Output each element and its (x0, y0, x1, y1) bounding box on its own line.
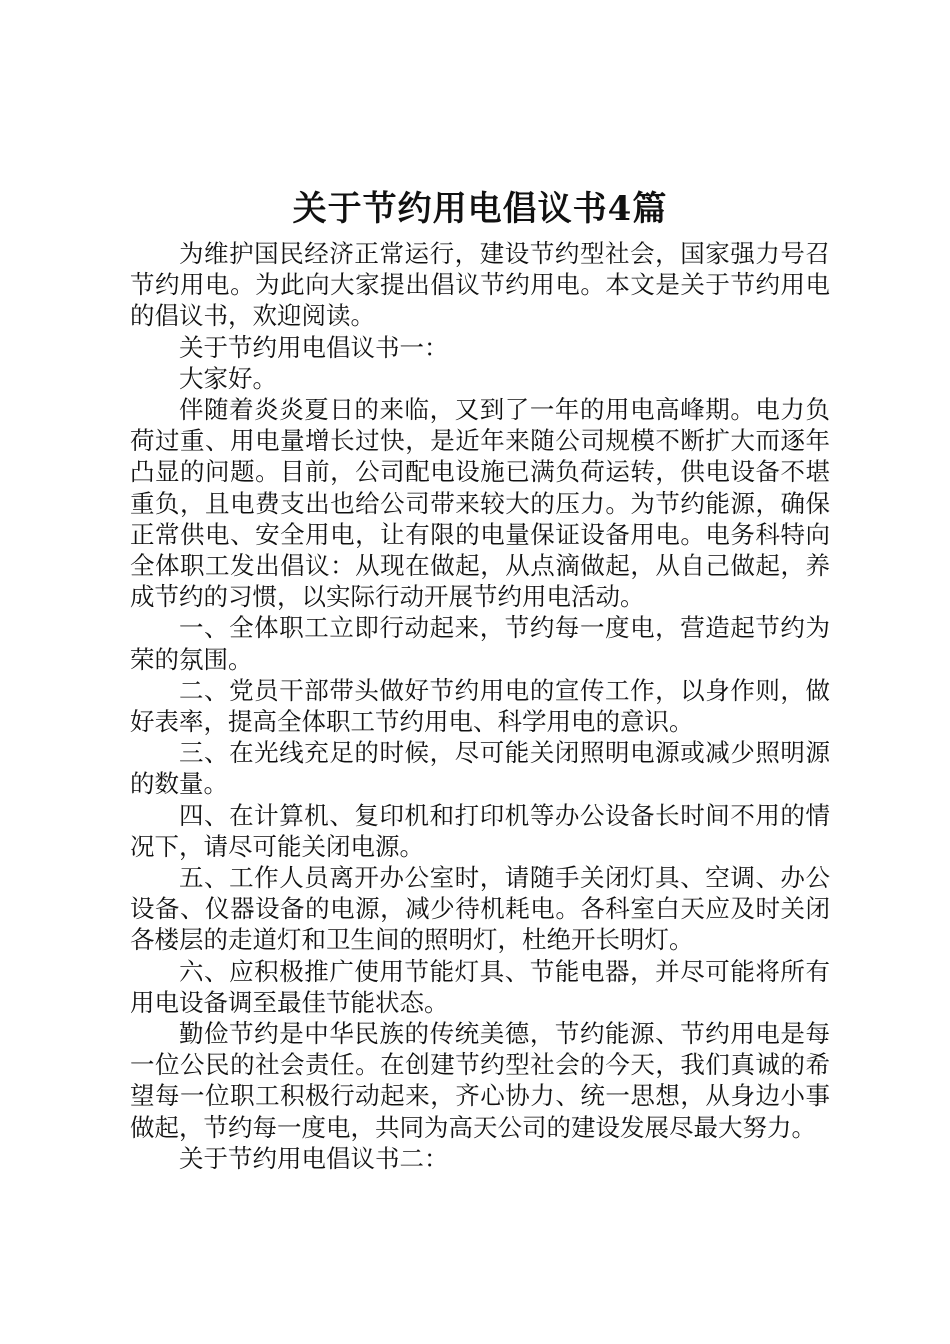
section-heading-one: 关于节约用电倡议书一： (179, 332, 449, 362)
closing-paragraph: 勤俭节约是中华民族的传统美德，节约能源、节约用电是每一位公民的社会责任。在创建节约型社会的今天，我们真诚的希望每一位职工积极行动起来，齐心协力、统一思想，从身边小事做起，节约每一度电，共同为高天公司的建设发展尽最大努力。 (130, 1019, 830, 1142)
list-item-paragraph: 二、党员干部带头做好节约用电的宣传工作，以身作则，做好表率，提高全体职工节约用电、科学用电的意识。 (130, 675, 830, 737)
list-item-paragraph: 四、在计算机、复印机和打印机等办公设备长时间不用的情况下，请尽可能关闭电源。 (130, 800, 830, 861)
list-item-paragraph: 六、应积极推广使用节能灯具、节能电器，并尽可能将所有用电设备调至最佳节能状态。 (130, 956, 830, 1017)
document-page (130, 182, 830, 1174)
intro-paragraph: 为维护国民经济正常运行，建设节约型社会，国家强力号召节约用电。为此向大家提出倡议节约用电。本文是关于节约用电的倡议书，欢迎阅读。 (130, 239, 830, 331)
document-title: 关于节约用电倡议书4篇 (292, 189, 668, 229)
list-item-paragraph: 五、工作人员离开办公室时，请随手关闭灯具、空调、办公设备、仪器设备的电源，减少待机耗电。各科室白天应及时关闭各楼层的走道灯和卫生间的照明灯，杜绝开长明灯。 (130, 863, 830, 955)
section-heading-two: 关于节约用电倡议书二： (179, 1143, 449, 1173)
greeting-paragraph: 大家好。 (179, 363, 277, 393)
list-item-paragraph: 三、在光线充足的时候，尽可能关闭照明电源或减少照明源的数量。 (130, 738, 830, 799)
body-paragraph: 伴随着炎炎夏日的来临，又到了一年的用电高峰期。电力负荷过重、用电量增长过快，是近年来随公司规模不断扩大而逐年凸显的问题。目前，公司配电设施已满负荷运转，供电设备不堪重负，且电费支出也给公司带来较大的压力。为节约能源，确保正常供电、安全用电，让有限的电量保证设备用电。电务科特向全体职工发出倡议：从现在做起，从点滴做起，从自己做起，养成节约的习惯，以实际行动开展节约用电活动。 (130, 395, 830, 612)
list-item-paragraph: 一、全体职工立即行动起来，节约每一度电，营造起节约为荣的氛围。 (130, 613, 830, 674)
